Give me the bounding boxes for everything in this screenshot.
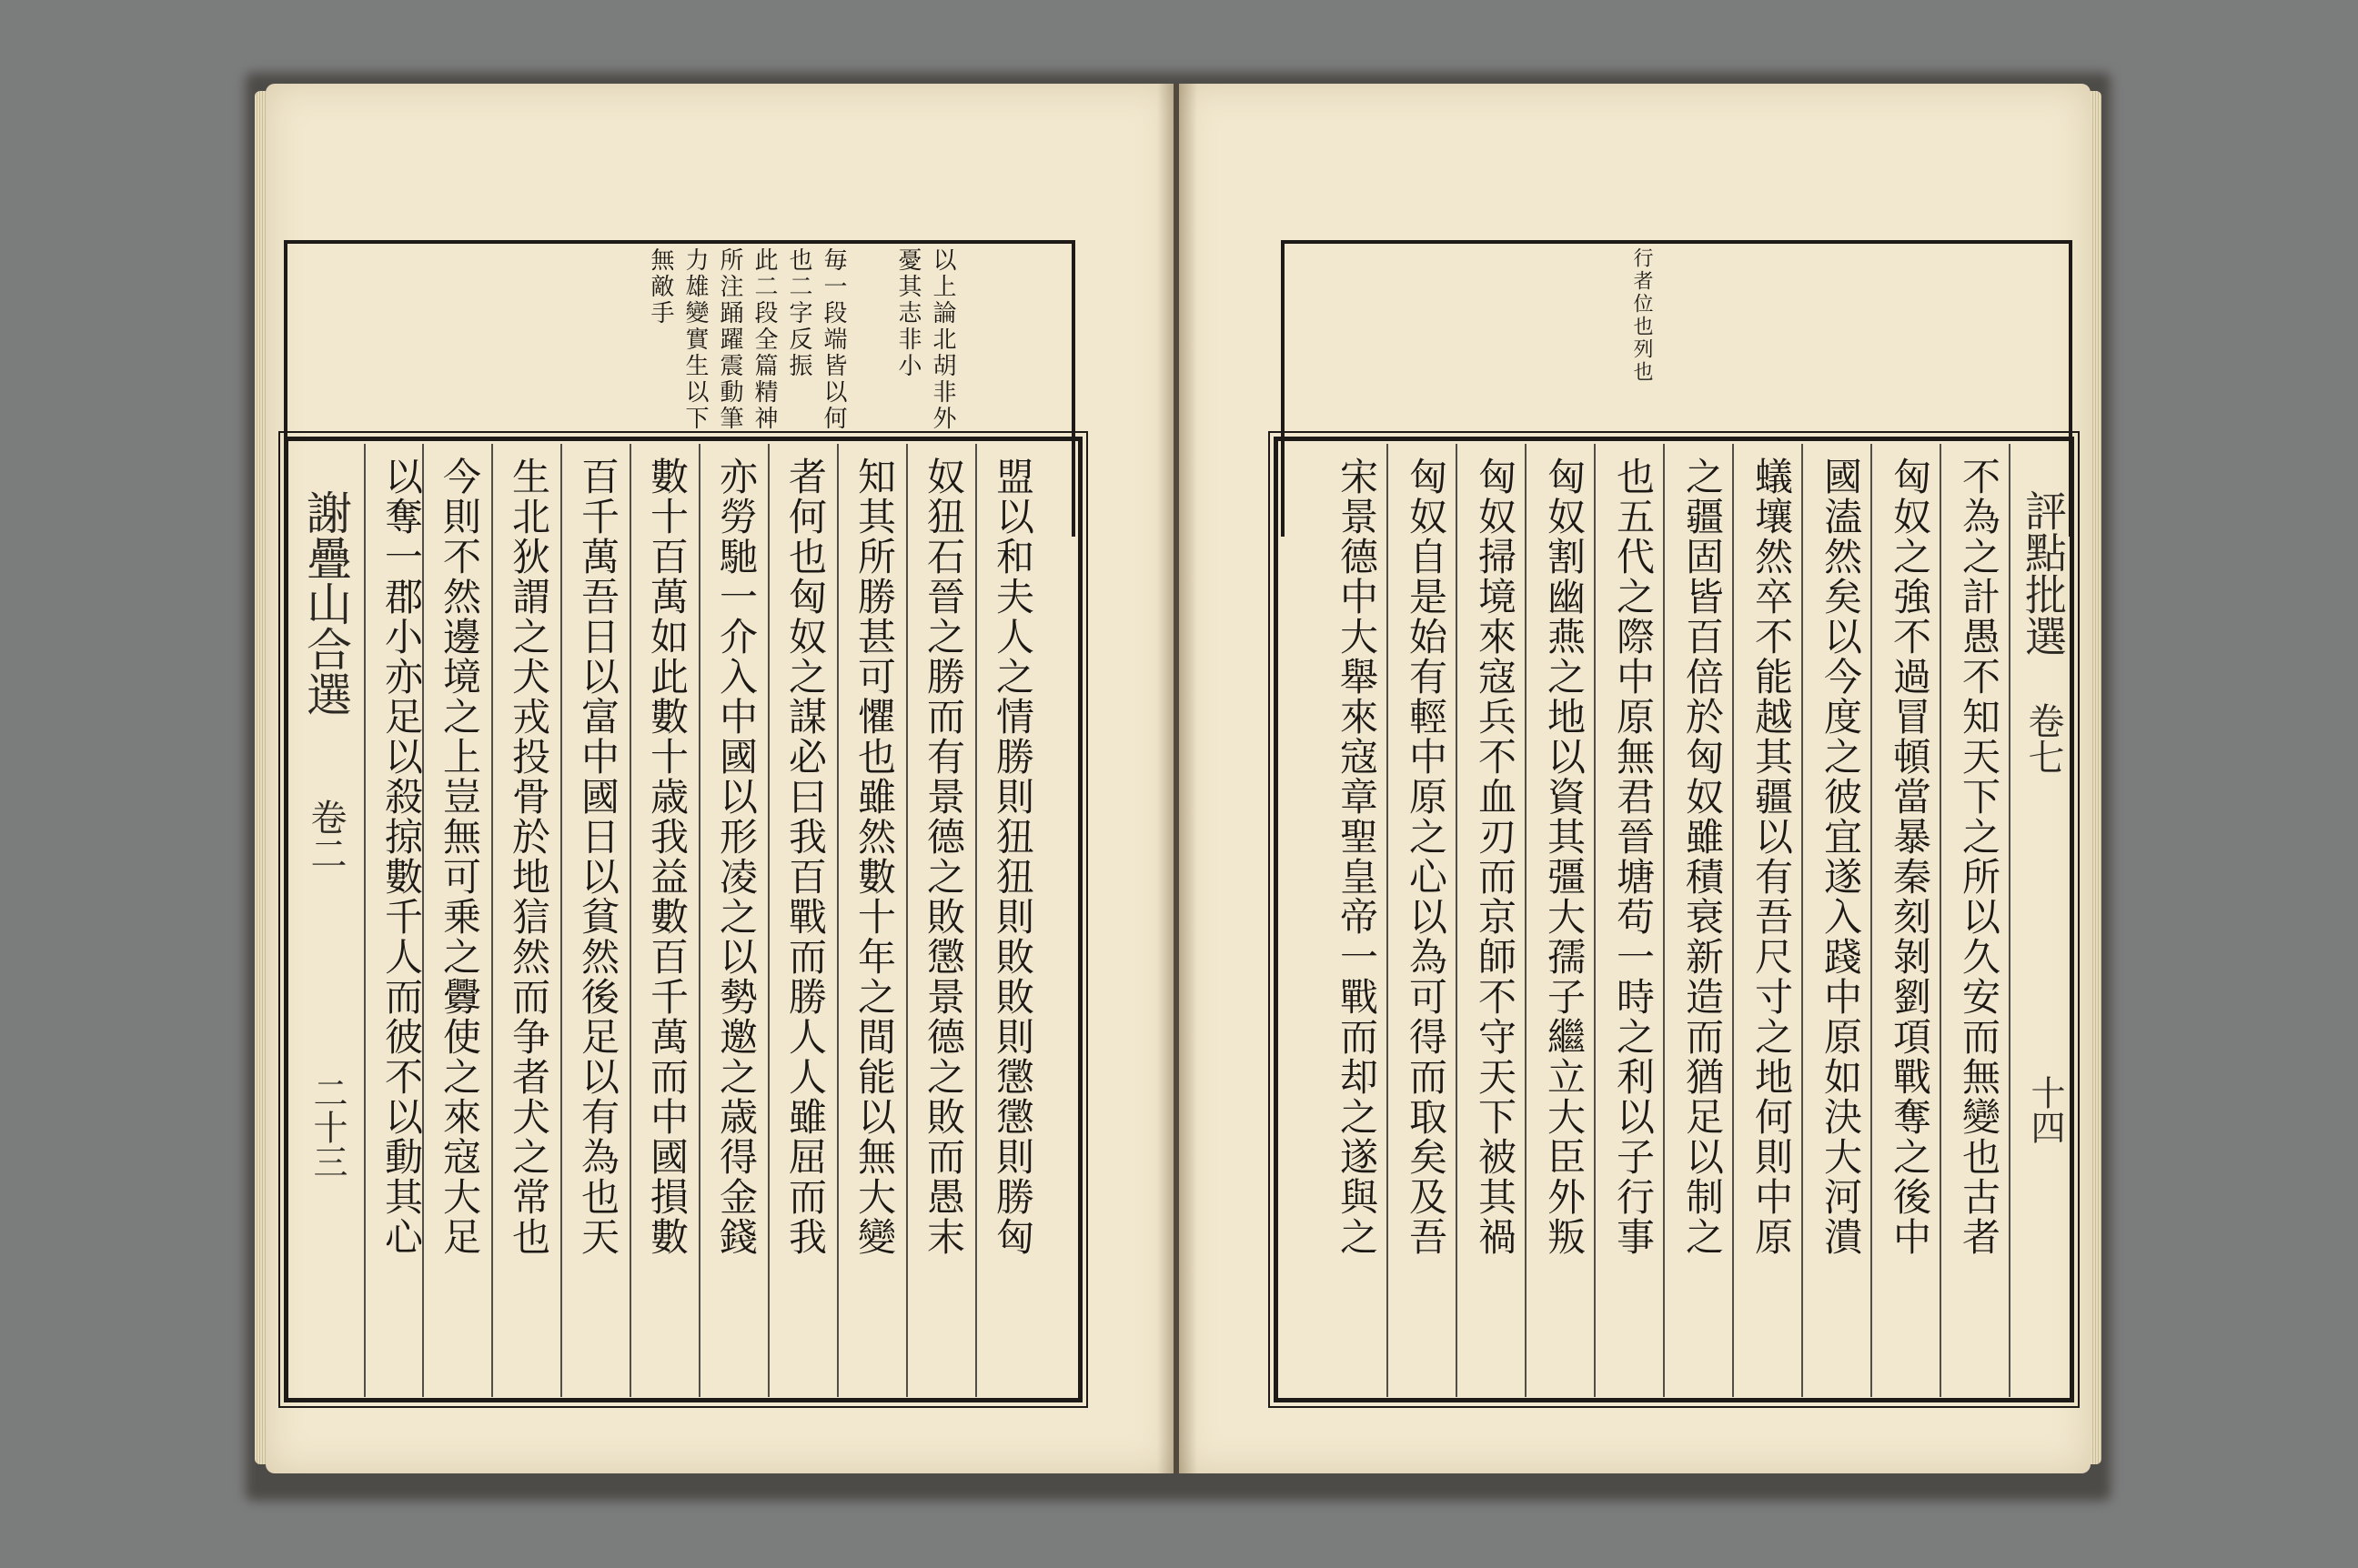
right-page	[1179, 84, 2091, 1473]
left-center-title: 謝疊山合選	[299, 489, 352, 717]
right-text-column-2: 匈奴之強不過冒頓當暴秦刻剝劉項戰奪之後中	[1888, 457, 1932, 1257]
left-note-8: 無敵手	[647, 247, 674, 327]
left-note-3: 毎一段端皆以何	[820, 247, 847, 432]
right-note-1: 行者位也列也	[1630, 247, 1653, 384]
right-text-column-5: 之疆固皆百倍於匈奴雖積衰新造而猶足以制之	[1680, 457, 1725, 1257]
left-note-4: 也二字反振	[785, 247, 812, 379]
left-text-column-7: 百千萬吾日以富中國日以貧然後足以有為也天	[576, 457, 620, 1257]
left-text-column-1: 盟以和夫人之情勝則狃狃則敗敗則懲懲則勝匈	[991, 457, 1035, 1257]
right-text-column-9: 匈奴自是始有輕中原之心以為可得而取矣及吾	[1404, 457, 1448, 1257]
left-note-2: 憂其志非小	[894, 247, 922, 379]
right-center-title: 評點批選	[2019, 489, 2068, 657]
left-text-column-3: 知其所勝甚可懼也雖然數十年之間能以無大變	[852, 457, 897, 1257]
left-text-column-8: 生北狄謂之犬戎投骨於地狺然而争者犬之常也	[507, 457, 551, 1257]
left-text-column-4: 者何也匈奴之謀必曰我百戰而勝人人雖屈而我	[783, 457, 828, 1257]
left-note-1: 以上論北胡非外	[929, 247, 956, 432]
left-note-6: 所注踊躍震動筆	[716, 247, 743, 432]
right-text-column-4: 蟻壤然卒不能越其疆以有吾尺寸之地何則中原	[1749, 457, 1794, 1257]
left-text-column-10: 以奪一郡小亦足以殺掠數千人而彼不以動其心	[379, 457, 424, 1257]
left-note-5: 此二段全篇精神	[751, 247, 778, 432]
left-text-column-9: 今則不然邊境之上豈無可乗之釁使之來寇大足	[438, 457, 482, 1257]
right-text-column-10: 宋景德中大舉來寇章聖皇帝一戰而却之遂與之	[1335, 457, 1379, 1257]
right-text-column-6: 也五代之際中原無君晉塘苟一時之利以子行事	[1611, 457, 1656, 1257]
left-center-page-number: 二十三	[307, 1075, 348, 1179]
right-center-page-number: 十四	[2025, 1075, 2065, 1144]
right-text-column-1: 不為之計愚不知天下之所以久安而無變也古者	[1957, 457, 2001, 1257]
right-text-column-3: 國溘然矣以今度之彼宜遂入踐中原如決大河潰	[1819, 457, 1863, 1257]
left-page	[266, 84, 1174, 1473]
left-center-rule	[364, 444, 366, 1397]
left-note-7: 力雄變實生以下	[681, 247, 709, 432]
right-text-column-7: 匈奴割幽燕之地以資其彊大孺子繼立大臣外叛	[1542, 457, 1587, 1257]
right-center-rule	[2009, 444, 2010, 1397]
left-center-volume: 卷二	[305, 799, 347, 871]
left-text-column-6: 數十百萬如此數十歳我益數百千萬而中國損數	[645, 457, 690, 1257]
right-center-volume: 卷七	[2022, 702, 2064, 775]
left-text-column-2: 奴狃石晉之勝而有景德之敗懲景德之敗而愚末	[922, 457, 966, 1257]
right-text-column-8: 匈奴掃境來寇兵不血刃而京師不守天下被其禍	[1473, 457, 1517, 1257]
book-gutter	[1157, 84, 1197, 1473]
left-text-column-5: 亦勞馳一介入中國以形凌之以勢邀之歳得金錢	[714, 457, 759, 1257]
